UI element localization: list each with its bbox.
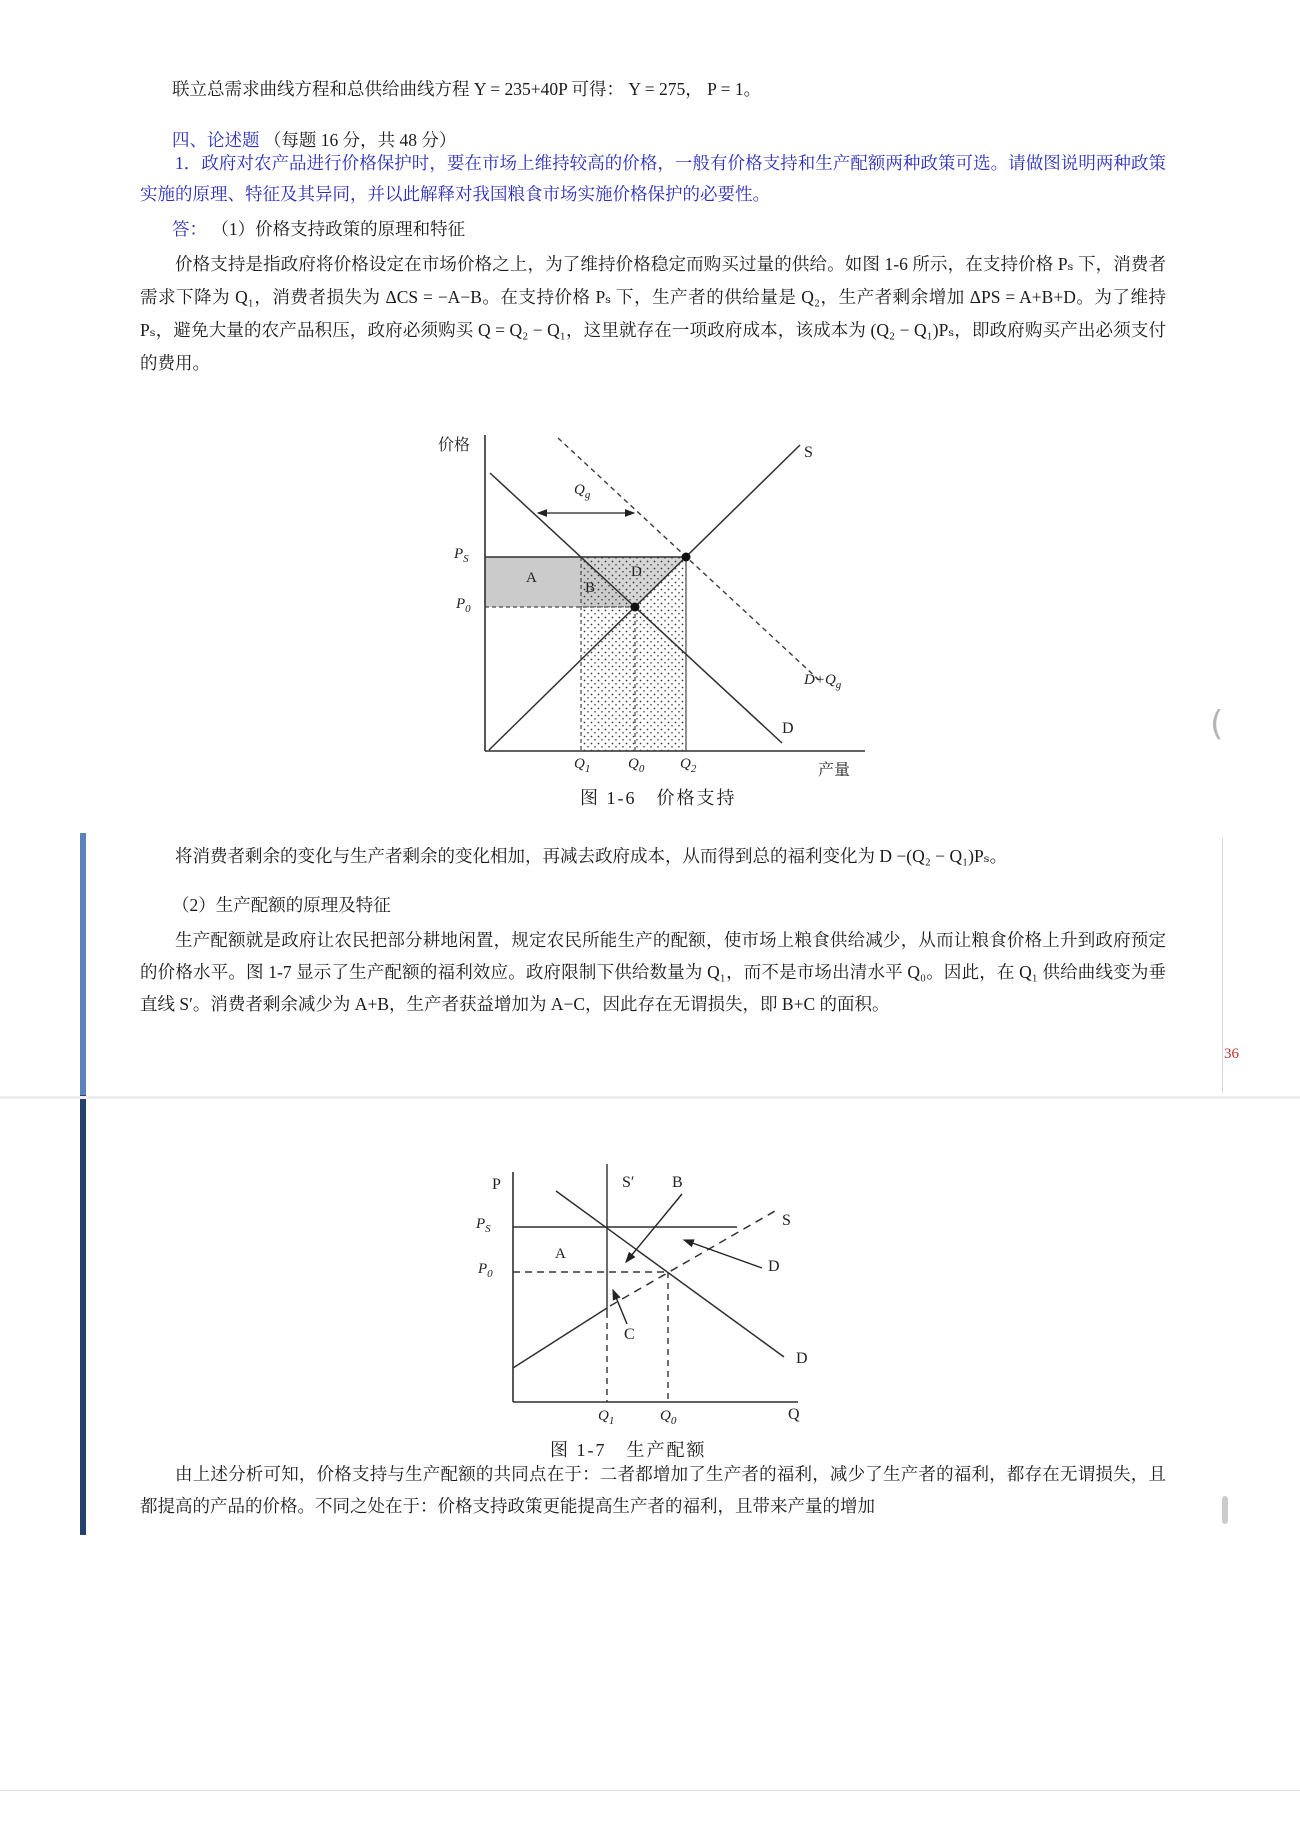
fig16-area-d-label: D xyxy=(631,564,642,580)
demand-curve xyxy=(556,1191,784,1357)
figure-production-quota xyxy=(400,1120,860,1465)
fig16-q0-tick: $Q_0$ xyxy=(628,756,645,775)
quota-paragraph: 生产配额就是政府让农民把部分耕地闲置，规定农民所能生产的配额，使市场上粮食供给减少，从而让粮食价格上升到政府预定的价格水平。图 1-7 显示了生产配额的福利效应。政府限制下供给数量为 Q₁，而不是市场出清水平 Q₀。因此，在 Q₁ 供给曲线变为垂直线 S′。消费者剩余减少为 A+B，生产者获益增加为 A−C，因此存在无谓损失，即 B+C 的面积。 xyxy=(140,930,1166,1014)
fig17-p0-label: $P_0$ xyxy=(478,1261,493,1280)
bottom-separator xyxy=(0,1790,1300,1791)
fig17-supply-label: S xyxy=(782,1212,791,1229)
fig16-area-a-label: A xyxy=(526,570,537,586)
equilibrium-point xyxy=(631,603,640,612)
left-margin-bar-lower xyxy=(80,1095,86,1535)
fig17-x-axis-label: Q xyxy=(788,1406,800,1423)
fig17-area-a-label: A xyxy=(555,1246,566,1262)
fig17-demand-lower-label: D xyxy=(796,1350,808,1367)
fig16-demand-label: D xyxy=(782,720,794,737)
question-paragraph: 1．政府对农产品进行价格保护时，要在市场上维持较高的价格，一般有价格支持和生产配额两种政策可选。请做图说明两种政策实施的原理、特征及其异同，并以此解释对我国粮食市场实施价格保护的必要性。 xyxy=(140,153,1166,204)
answer-label: 答： xyxy=(172,219,207,239)
fig17-q1-tick: $Q_1$ xyxy=(598,1408,615,1427)
annotation-handle-icon[interactable]: ( xyxy=(1210,704,1224,744)
c-annotation-arrow xyxy=(613,1290,627,1324)
supply-curve xyxy=(513,1308,607,1368)
fig16-q2-tick: $Q_2$ xyxy=(680,756,697,775)
fig17-caption: 图 1-7 生产配额 xyxy=(550,1440,707,1460)
scrollbar-thumb[interactable] xyxy=(1222,1496,1228,1524)
b-annotation-arrow xyxy=(626,1194,682,1262)
government-cost-dotted-area xyxy=(581,557,686,751)
page-break-separator xyxy=(0,1096,1300,1099)
d-annotation-arrow xyxy=(684,1240,762,1268)
fig17-y-axis-label: P xyxy=(492,1176,501,1193)
fig17-ps-label: $P_S$ xyxy=(476,1216,491,1235)
support-paragraph: 价格支持是指政府将价格设定在市场价格之上，为了维持价格稳定而购买过量的供给。如图 1-6 所示，在支持价格 Pₛ 下，消费者需求下降为 Q₁，消费者损失为 ΔCS = −A−B。在支持价格 Pₛ 下，生产者的供给量是 Q₂，生产者剩余增加 ΔPS = A+B+D。为了维持 Pₛ，避免大量的农产品积压，政府必须购买 Q = Q₂ − Q₁，这里就存在一项政府成本，该成本为 (Q₂ − Q₁)Pₛ，即政府购买产出必须支付的费用。 xyxy=(140,254,1166,373)
section-meta: （每题 16 分，共 48 分） xyxy=(263,130,457,150)
fig17-demand-upper-label: D xyxy=(768,1258,780,1275)
comparison-paragraph: 由上述分析可知，价格支持与生产配额的共同点在于：二者都增加了生产者的福利，减少了生产者的福利，都存在无谓损失，且都提高的产品的价格。不同之处在于：价格支持政策更能提高生产者的福利，且带来产量的增加 xyxy=(140,1464,1166,1516)
welfare-paragraph: 将消费者剩余的变化与生产者剩余的变化相加，再减去政府成本，从而得到总的福利变化为 D −(Q₂ − Q₁)Pₛ。 xyxy=(175,846,1008,866)
fig16-q1-tick: $Q_1$ xyxy=(574,756,591,775)
fig16-x-axis-label: 产量 xyxy=(818,762,851,779)
right-margin-line xyxy=(1222,838,1223,1093)
fig17-q0-tick: $Q_0$ xyxy=(660,1408,677,1427)
left-margin-bar-upper xyxy=(80,833,86,1095)
fig16-caption: 图 1-6 价格支持 xyxy=(580,788,737,808)
supply-curve-dashed xyxy=(610,1211,775,1306)
intro-line: 联立总需求曲线方程和总供给曲线方程 Y = 235+40P 可得： Y = 275， P = 1。 xyxy=(172,79,762,99)
fig16-supply-label: S xyxy=(804,444,813,461)
fig17-area-b-label: B xyxy=(672,1174,683,1191)
page-number: 36 xyxy=(1224,1046,1239,1062)
support-price-point xyxy=(682,553,691,562)
fig16-qg-label: $Q_g$ xyxy=(574,482,591,501)
fig17-area-c-label: C xyxy=(624,1326,635,1343)
fig16-p0-label: $P_0$ xyxy=(456,596,471,615)
fig16-demand-shift-label: $D+Q_g$ xyxy=(804,672,842,691)
fig16-ps-label: $P_S$ xyxy=(454,546,469,565)
section-title: 四、论述题 xyxy=(172,130,260,150)
figure-price-support xyxy=(380,420,880,815)
fig16-y-axis-label: 价格 xyxy=(438,437,471,454)
fig16-area-b-label: B xyxy=(585,580,596,596)
part2-title: （2）生产配额的原理及特征 xyxy=(172,895,391,915)
fig17-s-prime-label: S′ xyxy=(622,1174,635,1191)
answer-heading xyxy=(172,216,465,241)
part1-title: （1）价格支持政策的原理和特征 xyxy=(211,219,466,239)
